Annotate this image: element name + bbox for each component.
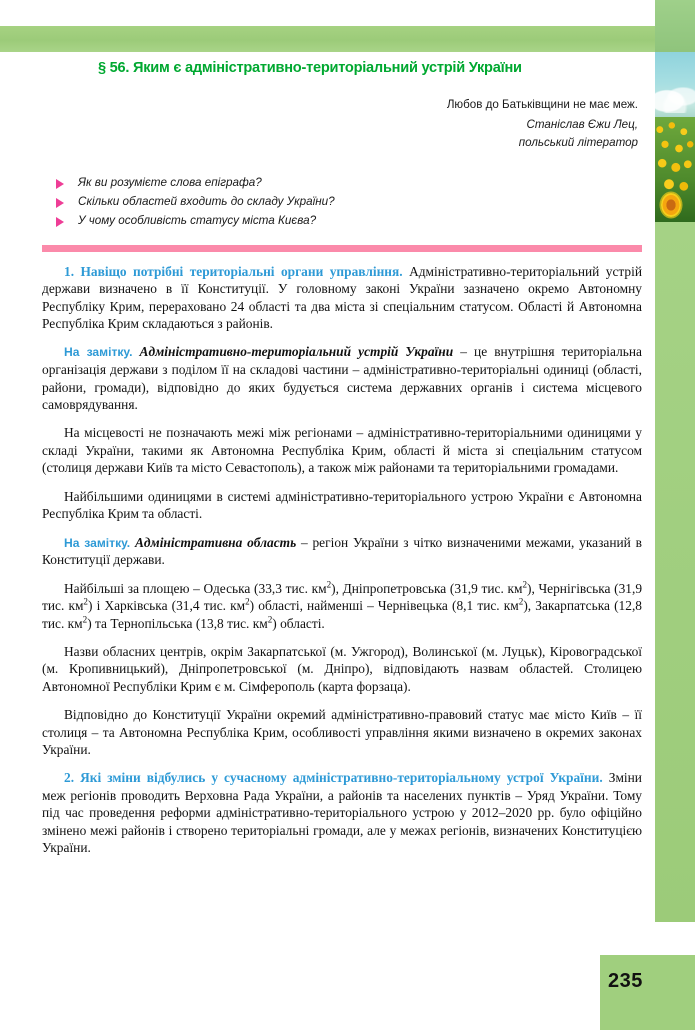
list-item [56, 212, 642, 231]
intro-questions-list [56, 174, 642, 231]
area-largest-2-value: 31,9 [618, 580, 643, 596]
page-number: 235 [608, 970, 643, 992]
paragraph-text: Назви обласних центрів, окрім Закарпатської (м. Ужгород), Волинської (м. Луцьк), Кіровоградської (м. Кропивницький), Дніпропетровської (м. Дніпро), відповідають назвам областей. Столицею Автономної Республіки Крим є м. Сімферополь (карта форзаца). [42, 643, 642, 694]
area-unit-exponent: 2 [83, 596, 88, 607]
paragraph-areas: Найбільші за площею – Одеська (33,3 тис. $км^2$), Дніпропетровська (31,9 тис. $км^2$), Чернігівська (31,9 тис. $км^2$) і Харківська (31,4 тис. $км^2$) області, найменші – Чернівецька (8,1 тис. $км^2$), Закарпатська (12,8 тис. $км^2$) та Тернопільська (13,8 тис. $км^2$) області. [42, 579, 643, 631]
triangle-bullet-icon [56, 198, 64, 208]
area-unit: тис. км [203, 598, 246, 614]
list-item [56, 174, 642, 193]
area-smallest-1-name: Закарпатська [535, 598, 610, 614]
note-2-paragraph [42, 523, 642, 569]
paragraph-kyiv-status [42, 695, 642, 758]
section-2-paragraph [42, 758, 642, 856]
area-unit: тис. км [42, 615, 83, 631]
list-item [56, 193, 642, 212]
area-smallest-0-value: 8,1 [456, 598, 474, 614]
side-green-band-bottom [655, 222, 695, 922]
section-2-number: 2. [64, 770, 75, 786]
section-2-text: Зміни меж регіонів проводить Верховна Рада України, а районів та населених пунктів – Уряд України. Тому під час проведення реформи адміністративно-територіального устрою у 2012–2020 рр. було офіційно змінено межі районів і створено територіальні громади, але у межах регіонів, визначених Конституцією України. [42, 770, 642, 856]
area-unit: тис. км [481, 580, 523, 596]
paragraph-borders [42, 413, 642, 476]
epigraph-quote: Любов до Батьківщини не має меж. [446, 98, 638, 111]
triangle-bullet-icon [56, 179, 64, 189]
area-largest-1-name: Дніпропетровська [342, 580, 447, 596]
question-text: У чому особливість статусу міста Києва? [78, 213, 317, 227]
area-unit-exponent: 2 [326, 579, 332, 590]
page-title: § 56. Яким є адміністративно-територіальний устрій України [98, 60, 522, 76]
note-2-text: – регіон України з чітко визначеними межами, указаний в Конституції держави. [42, 534, 642, 568]
area-unit-exponent: 2 [267, 614, 273, 625]
epigraph-author: Станіслав Єжи Лец, [526, 117, 638, 131]
area-largest-0-name: Одеська [203, 580, 251, 596]
section-1-heading: Навіщо потрібні територіальні органи управління. [80, 263, 403, 279]
pink-divider [42, 245, 642, 252]
note-2-term: Адміністративна область [134, 534, 297, 550]
note-label: На замітку. [64, 345, 133, 360]
top-green-band [0, 26, 655, 52]
areas-lead: Найбільші за площею – [64, 580, 204, 596]
area-largest-0-value: 33,3 [258, 580, 282, 596]
area-largest-3-name: Харківська [104, 598, 168, 614]
paragraph-text: Найбільшими одиницями в системі адміністративно-територіального устрою України є Автономна Республіка Крим та області. [42, 488, 642, 522]
paragraph-largest-units [42, 477, 642, 523]
question-text: Як ви розумієте слова епіграфа? [78, 175, 262, 189]
note-label: На замітку. [64, 535, 131, 550]
paragraph-text: На місцевості не позначають межі між регіонами – адміністративно-територіальними одиницями у складі України, такими як Автономна Республіка Крим, області й міста зі спеціальним статусом (столиця держави Київ та місто Севастополь), а також між районами та територіальними громадами. [42, 425, 642, 476]
note-1-text: – це внутрішня територіальна організація держави з поділом її на складові частини – адміністративно-територіальні одиниці (області, райони, громади), відповідно до яких будується система державних органів і система місцевого самоврядування. [42, 344, 642, 413]
section-1-text: Адміністративно-територіальний устрій держави визначено в її Конституції. У головному законі України зазначено окремо Автономну Республіку Крим, перераховано 24 області та два міста зі спеціальним статусом. Області й Автономна Республіка Крим складаються з районів. [42, 263, 643, 332]
epigraph-author-role: польський літератор [518, 135, 638, 149]
note-1-term: Адміністративно-територіальний устрій України [139, 344, 454, 360]
section-1-paragraph [42, 252, 642, 333]
area-largest-1-value: 31,9 [454, 580, 478, 596]
sunflower-field-photo [655, 52, 695, 222]
section-2-heading: Які зміни відбулись у сучасному адміністративно-територіальному устрої України. [80, 770, 603, 786]
content-column [42, 52, 642, 857]
area-smallest-2-value: 13,8 [200, 615, 224, 631]
note-1-paragraph [42, 332, 642, 413]
sunflower-icon [661, 193, 681, 217]
area-smallest-0-name: Чернівецька [377, 598, 448, 614]
area-unit-exponent: 2 [518, 596, 524, 607]
area-smallest-1-value: 12,8 [618, 598, 642, 614]
photo-clouds [655, 83, 695, 114]
question-text: Скільки областей входить до складу України? [78, 194, 335, 208]
area-unit: тис. км [285, 580, 327, 596]
area-unit-exponent: 2 [522, 579, 527, 590]
area-unit-exponent: 2 [245, 596, 250, 607]
paragraph-text: Відповідно до Конституції України окремий адміністративно-правовий статус має місто Київ – її столиця – та Автономна Республіка Крим, особливості управління якими визначено в окремих законах України. [42, 707, 642, 758]
area-unit: тис. км [477, 598, 519, 614]
paragraph-regional-centers [42, 632, 642, 695]
area-unit: тис. км [42, 598, 84, 614]
section-1-number: 1. [64, 263, 75, 279]
area-largest-3-value: 31,4 [176, 598, 200, 614]
side-green-band-top [655, 0, 695, 52]
area-unit-exponent: 2 [82, 614, 88, 625]
triangle-bullet-icon [56, 217, 64, 227]
epigraph [42, 96, 642, 152]
area-smallest-2-name: Тернопільська [110, 615, 193, 631]
area-largest-2-name: Чернігівська [538, 580, 611, 596]
area-unit: тис. км [227, 615, 268, 631]
